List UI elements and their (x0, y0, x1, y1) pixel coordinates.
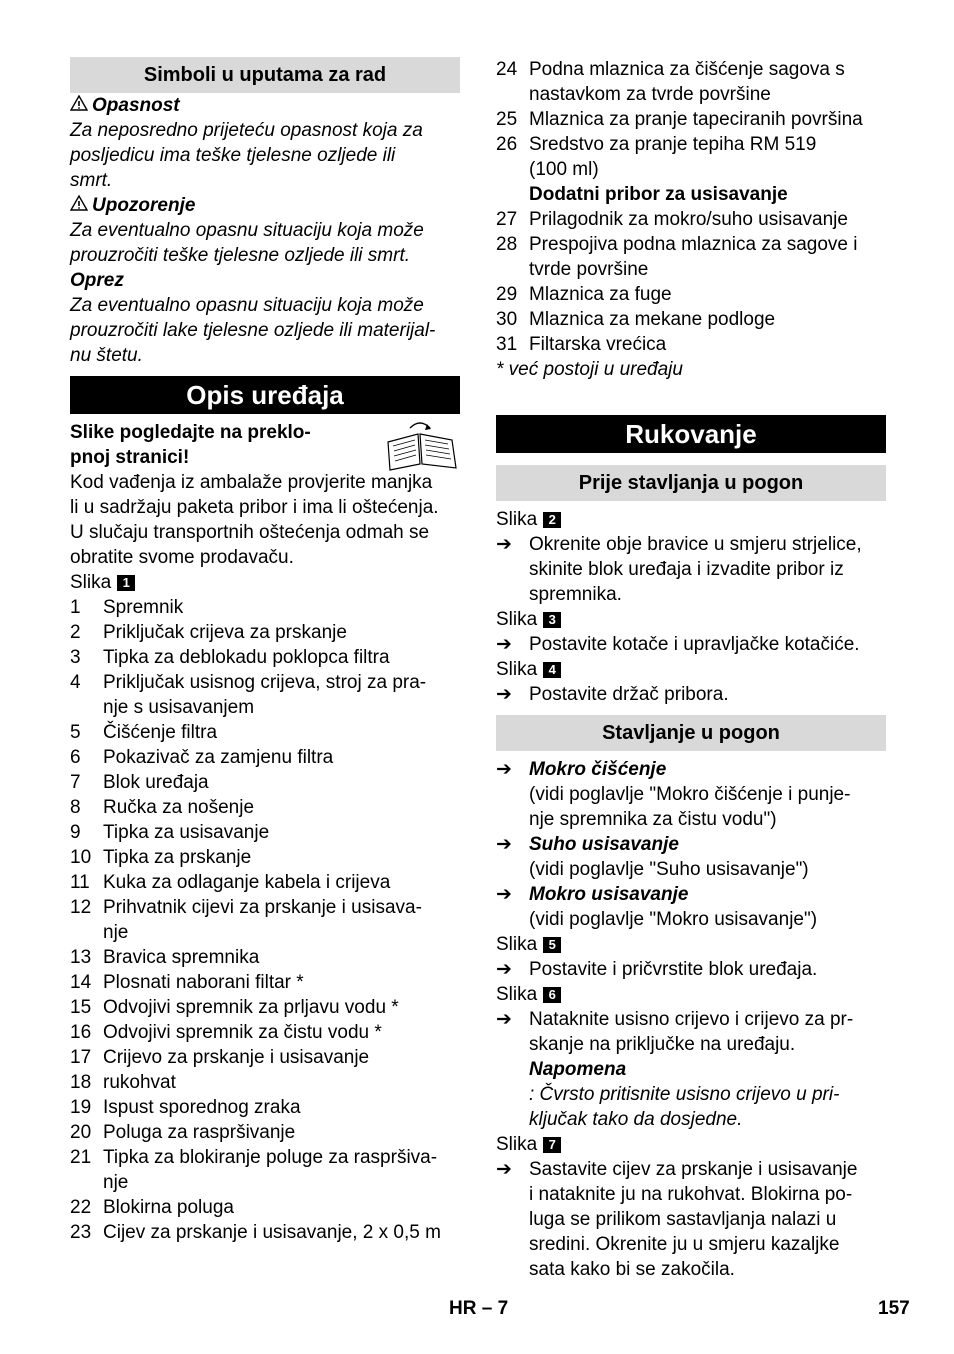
item-text: Prilagodnik za mokro/suho usisavanje (529, 209, 848, 230)
step-text: Mokro čišćenje (529, 759, 667, 780)
step-item (496, 1007, 886, 1057)
list-item (496, 307, 886, 332)
mode-description: (vidi poglavlje "Mokro usisavanje") (529, 909, 818, 930)
mode-description: (vidi poglavlje "Mokro čišćenje i punje- nje spremnika za čistu vodu") (529, 784, 851, 830)
parts-list-left (70, 595, 460, 1245)
list-item (70, 1195, 460, 1220)
list-item (70, 1045, 460, 1070)
list-item (70, 795, 460, 820)
list-item (70, 1095, 460, 1120)
warning-title: Opasnost (70, 93, 460, 118)
slika-number-badge: 5 (543, 937, 561, 953)
item-text: Cijev za prskanje i usisavanje, 2 x 0,5 m (103, 1222, 441, 1243)
step-item (496, 532, 886, 607)
slika-ref (496, 607, 886, 632)
see-pictures-note: Slike pogledajte na preklo- pnoj stranici! (70, 422, 311, 468)
step-text: Suho usisavanje (529, 834, 679, 855)
arrow-right-icon: ➔ (496, 834, 512, 855)
item-number: 29 (496, 284, 518, 305)
accessory-list (496, 207, 886, 357)
warning-title: Upozorenje (70, 193, 460, 218)
slika-ref (496, 657, 886, 682)
item-number: 13 (70, 947, 92, 968)
item-number: 7 (70, 772, 81, 793)
slika-ref-7 (496, 1132, 886, 1157)
item-text: Podna mlaznica za čišćenje sagova s nastavkom za tvrde površine (529, 59, 845, 105)
arrow-right-icon: ➔ (496, 759, 512, 780)
see-pictures-block (70, 420, 460, 470)
list-item (496, 282, 886, 307)
list-item (70, 1220, 460, 1245)
item-text: Blokirna poluga (103, 1197, 234, 1218)
step-text: Sastavite cijev za prskanje i usisavanje i nataknite ju na rukohvat. Blokirna po- luga se prilikom sastavljanja nalazi u sredini. Okrenite ju u smjeru kazaljke sata kako bi se zakočila. (529, 1159, 858, 1280)
step-item (496, 882, 886, 907)
list-item (70, 770, 460, 795)
slika-ref-6 (496, 982, 886, 1007)
list-item (70, 895, 460, 945)
list-item (70, 745, 460, 770)
item-number: 19 (70, 1097, 92, 1118)
item-text: Plosnati naborani filtar * (103, 972, 304, 993)
item-text: Bravica spremnika (103, 947, 260, 968)
note-text: : Čvrsto pritisnite usisno crijevo u pri- ključak tako da dosjedne. (529, 1084, 840, 1130)
slika-number-badge: 6 (543, 987, 561, 1003)
item-text: Filtarska vrećica (529, 334, 667, 355)
intro-text: Kod vađenja iz ambalaže provjerite manjka li u sadržaju paketa pribor i ima li oštećenja. U slučaju transportnih oštećenja odmah se obratite svome prodavaču. (70, 472, 439, 568)
item-number: 14 (70, 972, 92, 993)
item-number: 6 (70, 747, 81, 768)
item-text: Mlaznica za pranje tapeciranih površina (529, 109, 863, 130)
section-heading-rukovanje: Rukovanje (496, 415, 886, 453)
item-number: 16 (70, 1022, 92, 1043)
list-item (496, 232, 886, 282)
item-text: Blok uređaja (103, 772, 209, 793)
item-number: 10 (70, 847, 92, 868)
item-number: 12 (70, 897, 92, 918)
footnote: * već postoji u uređaju (496, 359, 683, 380)
slika-ref-1 (70, 570, 460, 595)
list-item (70, 1020, 460, 1045)
footer-page-number: 157 (878, 1298, 910, 1319)
section-heading-opis: Opis uređaja (70, 376, 460, 414)
item-text: Tipka za blokiranje poluge za raspršiva- nje (103, 1147, 438, 1193)
step-item (496, 1157, 886, 1282)
step-text: Postavite kotače i upravljačke kotačiće. (529, 634, 860, 655)
item-text: rukohvat (103, 1072, 176, 1093)
item-text: Kuka za odlaganje kabela i crijeva (103, 872, 391, 893)
section-heading-symbols: Simboli u uputama za rad (70, 57, 460, 93)
prije-steps (496, 507, 886, 707)
item-number: 1 (70, 597, 81, 618)
item-number: 30 (496, 309, 518, 330)
list-item (70, 970, 460, 995)
slika-label: Slika (496, 659, 538, 680)
item-number: 23 (70, 1222, 92, 1243)
list-item (70, 645, 460, 670)
item-text: Mlaznica za fuge (529, 284, 672, 305)
arrow-right-icon: ➔ (496, 634, 512, 655)
step-text: Mokro usisavanje (529, 884, 689, 905)
slika-label: Slika (496, 984, 538, 1005)
step-item (496, 757, 886, 782)
slika-label: Slika (496, 1134, 538, 1155)
slika-ref (496, 507, 886, 532)
list-item (70, 845, 460, 870)
warning-text: Za eventualno opasnu situaciju koja može prouzročiti teške tjelesne ozljede ili smrt. (70, 220, 424, 266)
footer-page-label: HR – 7 (449, 1298, 509, 1319)
step-item (496, 832, 886, 857)
list-item (496, 132, 886, 182)
list-item (70, 1120, 460, 1145)
item-text: Sredstvo za pranje tepiha RM 519 (100 ml) (529, 134, 817, 180)
item-text: Čišćenje filtra (103, 722, 218, 743)
list-item (70, 720, 460, 745)
open-book-icon (380, 420, 460, 472)
item-number: 4 (70, 672, 81, 693)
item-text: Ručka za nošenje (103, 797, 255, 818)
step-text: Nataknite usisno crijevo i crijevo za pr- skanje na priključke na uređaju. (529, 1009, 854, 1055)
item-text: Prespojiva podna mlaznica za sagove i tvrde površine (529, 234, 858, 280)
item-text: Tipka za usisavanje (103, 822, 270, 843)
mode-steps (496, 757, 886, 932)
arrow-right-icon: ➔ (496, 959, 512, 980)
item-text: Pokazivač za zamjenu filtra (103, 747, 334, 768)
item-text: Priključak usisnog crijeva, stroj za pra- nje s usisavanjem (103, 672, 427, 718)
warnings-block (70, 93, 460, 368)
list-item (70, 945, 460, 970)
list-item (496, 107, 886, 132)
slika-label: Slika (496, 934, 538, 955)
accessory-heading: Dodatni pribor za usisavanje (529, 184, 788, 205)
slika-number-badge: 2 (543, 512, 561, 528)
slika-label: Slika (496, 509, 538, 530)
arrow-right-icon: ➔ (496, 684, 512, 705)
item-number: 25 (496, 109, 518, 130)
item-text: Ispust sporednog zraka (103, 1097, 301, 1118)
warning-text: Za eventualno opasnu situaciju koja može prouzročiti lake tjelesne ozljede ili materijal- nu štetu. (70, 295, 436, 366)
item-number: 31 (496, 334, 518, 355)
item-number: 2 (70, 622, 81, 643)
slika-label: Slika (70, 572, 112, 593)
list-item (70, 1145, 460, 1195)
list-item (70, 870, 460, 895)
step-text: Postavite i pričvrstite blok uređaja. (529, 959, 818, 980)
item-text: Spremnik (103, 597, 184, 618)
item-number: 28 (496, 234, 518, 255)
warning-triangle-icon (70, 93, 92, 118)
arrow-right-icon: ➔ (496, 884, 512, 905)
right-column (496, 57, 886, 1282)
slika-label: Slika (496, 609, 538, 630)
slika-number-badge: 7 (543, 1137, 561, 1153)
item-number: 17 (70, 1047, 92, 1068)
list-item (70, 995, 460, 1020)
arrow-right-icon: ➔ (496, 1009, 512, 1030)
item-text: Tipka za prskanje (103, 847, 252, 868)
item-number: 9 (70, 822, 81, 843)
slika-ref-5 (496, 932, 886, 957)
item-number: 26 (496, 134, 518, 155)
item-number: 20 (70, 1122, 92, 1143)
section-heading-prije: Prije stavljanja u pogon (496, 465, 886, 501)
item-text: Crijevo za prskanje i usisavanje (103, 1047, 370, 1068)
list-item (70, 1070, 460, 1095)
item-text: Poluga za raspršivanje (103, 1122, 296, 1143)
item-text: Tipka za deblokadu poklopca filtra (103, 647, 390, 668)
left-column (70, 57, 460, 1245)
item-text: Prihvatnik cijevi za prskanje i usisava- nje (103, 897, 422, 943)
section-heading-stavljanje: Stavljanje u pogon (496, 715, 886, 751)
item-number: 8 (70, 797, 81, 818)
list-item (496, 332, 886, 357)
warning-triangle-icon (70, 193, 92, 218)
item-number: 18 (70, 1072, 92, 1093)
arrow-right-icon: ➔ (496, 1159, 512, 1180)
warning-text: Za neposredno prijeteću opasnost koja za posljedicu ima teške tjelesne ozljede ili smrt. (70, 120, 423, 191)
arrow-right-icon: ➔ (496, 534, 512, 555)
list-item (70, 820, 460, 845)
list-item (496, 207, 886, 232)
item-text: Priključak crijeva za prskanje (103, 622, 347, 643)
item-text: Odvojivi spremnik za čistu vodu * (103, 1022, 382, 1043)
slika-number-badge: 3 (543, 612, 561, 628)
list-item (70, 595, 460, 620)
note-title: Napomena (529, 1059, 627, 1080)
item-number: 3 (70, 647, 81, 668)
list-item (70, 670, 460, 720)
list-item (496, 57, 886, 107)
item-number: 11 (70, 872, 90, 893)
item-text: Mlaznica za mekane podloge (529, 309, 776, 330)
step-item (496, 632, 886, 657)
list-item (70, 620, 460, 645)
slika-number-badge: 1 (117, 575, 135, 591)
step-item (496, 957, 886, 982)
item-number: 5 (70, 722, 81, 743)
item-number: 24 (496, 59, 518, 80)
item-text: Odvojivi spremnik za prljavu vodu * (103, 997, 399, 1018)
slika-number-badge: 4 (543, 662, 561, 678)
item-number: 22 (70, 1197, 92, 1218)
item-number: 27 (496, 209, 518, 230)
step-text: Okrenite obje bravice u smjeru strjelice, skinite blok uređaja i izvadite pribor iz spremnika. (529, 534, 862, 605)
item-number: 21 (70, 1147, 92, 1168)
step-item (496, 682, 886, 707)
parts-list-right (496, 57, 886, 182)
item-number: 15 (70, 997, 92, 1018)
step-text: Postavite držač pribora. (529, 684, 729, 705)
mode-description: (vidi poglavlje "Suho usisavanje") (529, 859, 809, 880)
warning-title: Oprez (70, 270, 124, 291)
